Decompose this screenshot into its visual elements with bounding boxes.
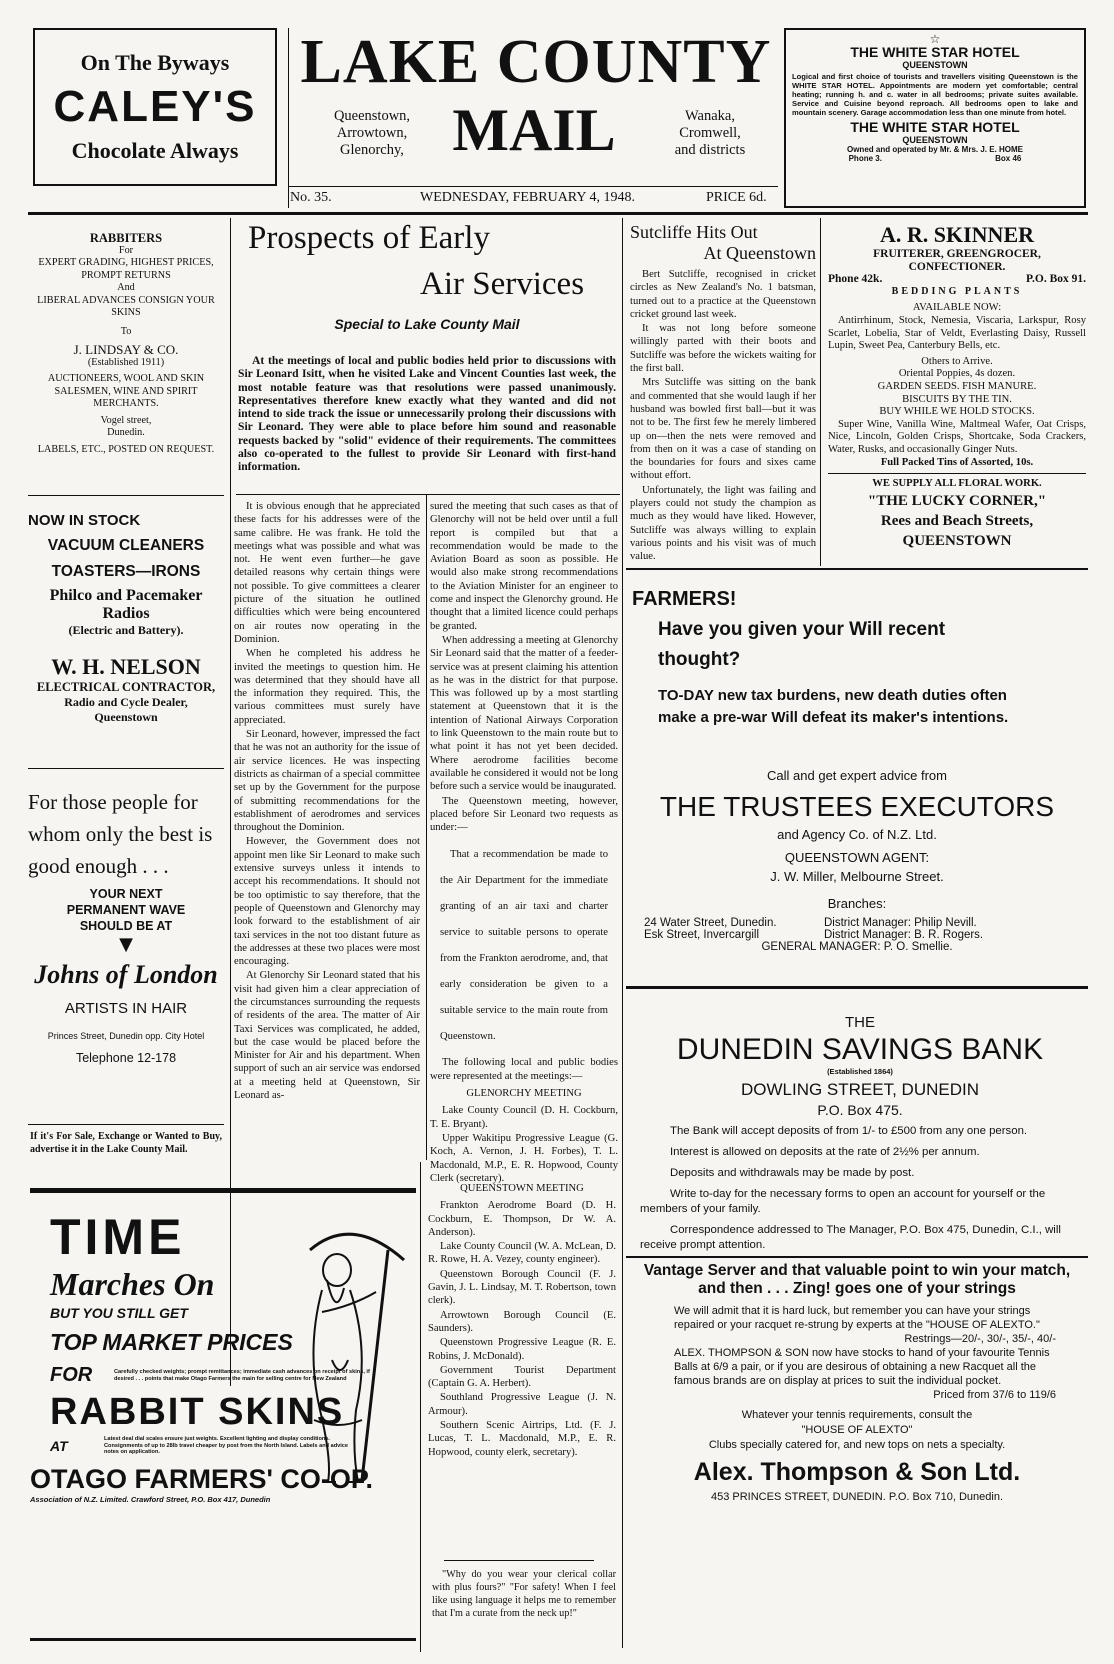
otago-rabbit: RABBIT SKINS: [50, 1391, 345, 1433]
article-lead: At the meetings of local and public bodies held prior to discussions with Sir Leonard Isitt, when he visited Lake and Vincent Counties last week, the most notable feature was that resolutions were passed unanimously. Representatives therefore knew exactly what they wanted and did not intend to side track the issue or unnecessarily prolong their discussions with Sir Leonard. They were able to place before him sound and reasonable requests backed by "solid" evidence of their requirements. The committees also co-operated to the fullest to provide Sir Leonard with first-hand information.: [238, 354, 616, 474]
caleys-line1: On The Byways: [80, 50, 230, 75]
skinner-box: P.O. Box 91.: [1026, 273, 1086, 286]
queenstown-heading: QUEENSTOWN MEETING: [460, 1183, 584, 1194]
bank-name: DUNEDIN SAVINGS BANK: [676, 1033, 1044, 1066]
trustees-warning: TO-DAY new tax burdens, new death duties often make a pre-war Will defeat its maker's intentions.: [658, 687, 1009, 726]
article-column-2: [430, 500, 618, 1186]
bank-paragraph: Write to-day for the necessary forms to open an account for yourself or the members of your family.: [640, 1188, 1046, 1215]
white-star-body: Logical and first choice of tourists and travellers visiting Queenstown is the WHITE STAR HOTEL. Appointments are modern yet comfortable; central heating; running h. and c. water in all bedrooms; private suites available. Service and Cuisine beyond reproach. All bedrooms open to lake and mountain scenery. Garage accommodation less than one minute from hotel.: [792, 72, 1078, 117]
london-name: Johns of London: [34, 960, 218, 989]
rep-entry: Southern Scenic Airtrips, Ltd. (F. J. Lucas, T. L. Macdonald, M.P., E. R. Hopwood, county elerk, secretary).: [428, 1420, 616, 1458]
bank-street: DOWLING STREET, DUNEDIN: [740, 1080, 980, 1099]
article-headline-2: Air Services: [420, 266, 585, 302]
place: Cromwell,: [679, 125, 741, 141]
rabbiters-firm: J. LINDSAY & CO.: [73, 342, 179, 357]
tennis-headline: Vantage Server and that valuable point to win your match, and then . . . Zing! goes one of your strings: [643, 1262, 1071, 1297]
rep-entry: Queenstown Progressive League (R. E. Robins, J. McDonald).: [428, 1337, 616, 1362]
skinner-available: AVAILABLE NOW:: [912, 302, 1002, 314]
nelson-item4: Radios: [102, 605, 150, 622]
sutcliffe-story: [630, 222, 816, 565]
classified-note: If it's For Sale, Exchange or Wanted to Buy, advertise it in the Lake County Mail.: [30, 1131, 222, 1155]
sutcliffe-headline-1: Sutcliffe Hits Out: [630, 222, 758, 242]
white-star-subtitle-2: QUEENSTOWN: [902, 135, 968, 145]
tennis-house: "HOUSE OF ALEXTO": [801, 1424, 913, 1436]
down-arrow-icon: ▼: [119, 934, 133, 955]
rabbiters-ad: [30, 232, 222, 456]
sutcliffe-paragraph: Bert Sutcliffe, recognised in cricket circles as New Zealand's No. 1 batsman, turned out to a practice at the Queenstown cricket ground last week.: [630, 269, 816, 320]
rep-entry: Lake County Council (D. H. Cockburn, T. E. Bryant).: [430, 1105, 618, 1130]
london-sub2: PERMANENT WAVE: [66, 903, 186, 917]
tennis-clubs: Clubs specially catered for, and new tops on nets a specialty.: [708, 1439, 1006, 1451]
otago-name: OTAGO FARMERS' CO-OP.: [30, 1463, 373, 1494]
otago-but: BUT YOU STILL GET: [50, 1305, 188, 1321]
white-star-phone: Phone 3.: [848, 154, 882, 163]
issue-date: WEDNESDAY, FEBRUARY 4, 1948.: [420, 190, 635, 205]
otago-for-text: Carefully checked weights; prompt remittances; immediate cash advances on receipt of skins, if desired . . . points that make Otago Farmers the main for selling centre for New Zealand: [114, 1368, 370, 1382]
otago-time: TIME: [50, 1209, 186, 1265]
bank-the: THE: [845, 1014, 875, 1031]
london-address: Princes Street, Dunedin opp. City Hotel: [47, 1031, 205, 1041]
article-paragraph: sured the meeting that such cases as that of Glenorchy will not be held over until a full report is compiled but that a recommendation would be made to the Aviation Board as soon as possible. He would also make strong recommendations to the Aviation Minister for an engineer to come and inspect the Glenorchy ground. He thought that a limited licence could perhaps be granted.: [430, 501, 618, 632]
article-reps-intro: The following local and public bodies were represented at the meetings:—: [430, 1057, 618, 1082]
branch-address: 24 Water Street, Dunedin.: [644, 917, 777, 929]
article-paragraph: At Glenorchy Sir Leonard stated that his visit had given him a clear appreciation of the circumstances surrounding the requests of residents of the area. The matter of Air Taxi Services was complicated, he added, but the case would be placed before the Minister for Air and his department. When support of such an air service was endorsed at a meeting held at Queenstown, Sir Leonard as-: [234, 970, 420, 1102]
nelson-ad: [28, 512, 224, 725]
nelson-trade1: ELECTRICAL CONTRACTOR,: [36, 680, 216, 694]
place: Arrowtown,: [336, 125, 408, 141]
rep-entry: Arrowtown Borough Council (E. Saunders).: [428, 1309, 616, 1334]
place: Queenstown,: [333, 108, 411, 124]
bank-paragraph: Interest is allowed on deposits at the rate of 2½% per annum.: [670, 1146, 980, 1158]
london-sub3: SHOULD BE AT: [79, 919, 173, 933]
skinner-tins: Full Packed Tins of Assorted, 10s.: [880, 456, 1034, 468]
article-paragraph: Sir Leonard, however, impressed the fact that he was not an authority for the issue of air service licences. He was inspecting districts as chairman of a special committee set up by the Government for the purpose of submitting recommendations for the establishment of aerodromes and services throughout the Dominion.: [234, 729, 421, 834]
caleys-brand: CALEY'S: [53, 82, 257, 131]
otago-for: FOR: [50, 1364, 93, 1386]
rabbiters-line1: EXPERT GRADING, HIGHEST PRICES, PROMPT RETURNS: [38, 257, 214, 281]
sutcliffe-paragraph: Mrs Sutcliffe was sitting on the bank and commented that she would laugh if her husband was bowled first ball—but it was not to be. The first few he merely limbered up on—then the nets were removed and from then on it was a case of standing on the boundaries for fours and sixes came without effort.: [630, 377, 816, 482]
nelson-item3: Philco and Pacemaker: [49, 587, 203, 604]
tennis-address: 453 PRINCES STREET, DUNEDIN. P.O. Box 710, Dunedin.: [710, 1491, 1004, 1503]
masthead-title-top: LAKE COUNTY: [300, 28, 772, 96]
skinner-trade: FRUITERER, GREENGROCER, CONFECTIONER.: [873, 248, 1041, 273]
scythe-icon: [310, 1234, 404, 1480]
white-star-title: THE WHITE STAR HOTEL: [850, 44, 1020, 60]
issue-price: PRICE 6d.: [706, 190, 767, 205]
trustees-call: Call and get expert advice from: [767, 768, 947, 783]
article-paragraph: When he completed his address he invited the meetings to question him. He was determined that they should have all the information they required. This, the various committees must surely have appreciated.: [234, 648, 420, 726]
white-star-title-2: THE WHITE STAR HOTEL: [850, 119, 1020, 135]
skinner-seeds: GARDEN SEEDS. FISH MANURE.: [877, 380, 1037, 392]
rabbiters-established: (Established 1911): [87, 356, 165, 368]
bank-paragraph: The Bank will accept deposits of from 1/- to £500 from any one person.: [670, 1125, 1028, 1137]
skinner-biscuit-list: Super Wine, Vanilla Wine, Maltmeal Wafer, Oat Crisps, Nice, Lincoln, Golden Crisps, Shortcake, Soda Crackers, Water, Rusks, and occasionally Ginger Nuts.: [828, 418, 1086, 455]
branch-manager: District Manager: Philip Nevill.: [824, 917, 977, 929]
skinner-biscuits2: BUY WHILE WE HOLD STOCKS.: [879, 406, 1035, 418]
skinner-plants: BEDDING PLANTS: [891, 285, 1023, 297]
masthead-left-places: [312, 108, 432, 159]
otago-assoc: Association of N.Z. Limited. Crawford Street, P.O. Box 417, Dunedin: [30, 1494, 271, 1504]
trustees-branches: Branches:: [827, 896, 887, 911]
london-trade: ARTISTS IN HAIR: [64, 1000, 188, 1017]
rabbiters-address1: Vogel street,: [100, 414, 152, 426]
place: Wanaka,: [685, 108, 735, 124]
otago-marches: Marches On: [50, 1266, 215, 1302]
tennis-ad: [628, 1262, 1086, 1503]
skinner-town: QUEENSTOWN: [902, 532, 1012, 549]
nelson-trade2: Radio and Cycle Dealer,: [64, 695, 188, 709]
article-paragraph: However, the Government does not appoint men like Sir Leonard to make such extensive surveys unless it intends to accept his recommendations. It should not be too optimistic to say therefore, that the people of Queenstown and Glenorchy may look forward to the establishment of air taxi services in the not too distant future as the addresses at these two places were most encouraging.: [234, 836, 420, 968]
otago-at: AT: [50, 1437, 68, 1454]
nelson-item1: VACUUM CLEANERS: [47, 537, 205, 554]
skinner-phone: Phone 42k.: [828, 273, 883, 286]
article-paragraph: When addressing a meeting at Glenorchy Sir Leonard said that the matter of a feeder-service was at present claiming his attention as he was in the district for that purpose. This was followed up by a most startling statement at Queenstown that it is the intention of National Airways Corporation to link Queenstown to the main route but to what point it has not yet been decided. Where aerodrome facilities become available he considered it would not be long before such a service would be inaugurated.: [430, 634, 618, 793]
rep-entry: Lake County Council (W. A. McLean, D. R. Rowe, H. A. Vezey, county engineer).: [428, 1241, 616, 1266]
white-star-subtitle: QUEENSTOWN: [902, 60, 968, 70]
tennis-paragraph: ALEX. THOMPSON & SON now have stocks to hand of your favourite Tennis Balls at 6/9 a pair, or if you are desirous of obtaining a new Racquet all the famous brands are on display at prices to suit the individual pocket.: [674, 1347, 1050, 1387]
place: and districts: [674, 142, 746, 158]
skinner-name: A. R. SKINNER: [879, 222, 1035, 247]
tennis-paragraph: We will admit that it is hard luck, but remember you can have your strings repaired or your racquet re-strung by experts at the "HOUSE OF ALEXTO.": [674, 1305, 1040, 1331]
rep-entry: Queenstown Borough Council (F. J. Gavin, J. L. Lindsay, M. T. Robertson, town clerk).: [428, 1268, 616, 1307]
london-sub1: YOUR NEXT: [89, 887, 163, 901]
place: Glenorchy,: [340, 142, 404, 158]
rep-entry: Frankton Aerodrome Board (D. H. Cockburn, E. Thompson, Dr W. A. Anderson).: [428, 1200, 616, 1238]
white-star-ad: [784, 28, 1086, 208]
sutcliffe-headline-2: At Queenstown: [703, 243, 816, 263]
tennis-prices: Restrings—20/-, 30/-, 35/-, 40/-: [904, 1333, 1056, 1345]
sutcliffe-paragraph: Unfortunately, the light was failing and players could not study the champion as much as they would have liked. However, Sutcliffe was always willing to explain various points and his visit was of much value.: [630, 484, 816, 563]
caleys-ad: [33, 28, 277, 186]
skinner-poppies: Oriental Poppies, 4s dozen.: [898, 368, 1016, 380]
london-phone: Telephone 12-178: [75, 1051, 177, 1065]
trustees-agent: J. W. Miller, Melbourne Street.: [770, 869, 944, 884]
bank-established: (Established 1864): [827, 1067, 893, 1076]
nelson-name: W. H. NELSON: [51, 654, 201, 679]
branch-address: Esk Street, Invercargill: [644, 929, 760, 941]
savings-bank-ad: [640, 1014, 1080, 1253]
sutcliffe-paragraph: It was not long before someone willingly parted with their boots and Sutcliffe was before the wickets waiting for the first ball.: [630, 323, 816, 375]
nelson-item2: TOASTERS—IRONS: [51, 563, 201, 580]
rabbiters-heading: RABBITERS: [89, 231, 163, 245]
trustees-ad: [632, 588, 1012, 729]
rabbiters-to: To: [120, 325, 132, 337]
article-column-1: [234, 500, 420, 1103]
skinner-others: Others to Arrive.: [921, 355, 993, 367]
caleys-line3: Chocolate Always: [71, 138, 239, 163]
rep-entry: Government Tourist Department (Captain G. A. Herbert).: [428, 1364, 616, 1390]
rabbiters-trades: AUCTIONEERS, WOOL AND SKIN SALESMEN, WINE AND SPIRIT MERCHANTS.: [47, 373, 205, 409]
rep-entry: Upper Wakitipu Progressive League (G. Koch, A. Vernon, J. H. Forbes), T. L. Macdonald, M.P., E. R. Hopwood, County Clerk (secretary).: [430, 1132, 618, 1184]
article-paragraph: It is obvious enough that he appreciated these facts for his addresses were of the same calibre. He was frank. He told the meetings what was possible and what was not. He went even further—he gave detailed reasons why certain things were not possible. To give committees a clearer picture of the situation he outlined difficulties which were being encountered on air routes now operating in the Dominion.: [234, 501, 420, 645]
skinner-floral: WE SUPPLY ALL FLORAL WORK.: [872, 478, 1042, 490]
white-star-owners: Owned and operated by Mr. & Mrs. J. E. HOME: [846, 145, 1024, 154]
joke: "Why do you wear your clerical collar with plus fours?" "For safety! When I feel like using language it helps me to remember that I'm a curate from the neck up!": [432, 1569, 616, 1619]
tennis-firm-name: Alex. Thompson & Son Ltd.: [693, 1458, 1021, 1486]
article-requests: That a recommendation be made to the Air Department for the immediate granting of an air taxi and charter service to suitable persons to operate from the Frankton aerodrome, and, that early consideration be given to a suitable service to the main route from Queenstown.: [440, 849, 608, 1043]
masthead-title-bottom: MAIL: [452, 97, 616, 163]
rabbiters-for: For: [118, 244, 134, 256]
otago-at-text: Latest deal dial scales ensure just weights. Excellent lighting and display conditions. Consignments of up to 28lb travel cheaper by post from the North Island. Labels and advice notes on application.: [104, 1436, 348, 1456]
skinner-corner: "THE LUCKY CORNER,": [867, 492, 1047, 509]
article-byline: Special to Lake County Mail: [334, 316, 520, 332]
trustees-farmers: FARMERS!: [632, 588, 737, 610]
father-time-illustration: [292, 1220, 412, 1490]
otago-top: TOP MARKET PRICES: [50, 1329, 293, 1355]
issue-number: No. 35.: [290, 190, 332, 205]
white-star-box: Box 46: [995, 154, 1022, 163]
article-headline-1: Prospects of Early: [248, 220, 490, 256]
branch-manager: District Manager: B. R. Rogers.: [824, 929, 984, 941]
glenorchy-heading: GLENORCHY MEETING: [466, 1088, 582, 1100]
rabbiters-address2: Dunedin.: [107, 427, 145, 438]
bank-paragraph: Correspondence addressed to The Manager, P.O. Box 475, Dunedin, C.I., will receive prompt attention.: [640, 1224, 1061, 1251]
bank-box: P.O. Box 475.: [817, 1102, 903, 1118]
nelson-item5: (Electric and Battery).: [68, 623, 184, 637]
nelson-town: Queenstown: [94, 710, 158, 724]
rep-entry: Southland Progressive League (J. N. Armour).: [428, 1392, 616, 1417]
otago-farmers-ad: [30, 1200, 416, 1640]
rabbiters-and: And: [117, 282, 135, 293]
nelson-heading: NOW IN STOCK: [28, 512, 141, 529]
trustees-name: THE TRUSTEES EXECUTORS: [659, 791, 1055, 822]
tennis-consult: Whatever your tennis requirements, consult the: [741, 1409, 973, 1421]
skinner-streets: Rees and Beach Streets,: [880, 512, 1034, 529]
skinner-ad: [828, 222, 1086, 551]
rabbiters-line2: LIBERAL ADVANCES CONSIGN YOUR SKINS: [37, 294, 215, 318]
star-icon: ☆: [929, 32, 941, 46]
article-paragraph: The Queenstown meeting, however, placed before Sir Leonard two requests as under:—: [430, 795, 618, 834]
skinner-biscuits1: BISCUITS BY THE TIN.: [902, 393, 1012, 405]
trustees-agent-label: QUEENSTOWN AGENT:: [784, 850, 930, 865]
tennis-priced: Priced from 37/6 to 119/6: [933, 1389, 1056, 1401]
london-headline: For those people for whom only the best is good enough . . .: [28, 790, 213, 878]
masthead-rule: [28, 212, 1088, 215]
trustees-details: [630, 768, 1084, 953]
trustees-agency: and Agency Co. of N.Z. Ltd.: [777, 827, 937, 842]
masthead-right-places: [645, 108, 775, 159]
skinner-list: Antirrhinum, Stock, Nemesia, Viscaria, Larkspur, Rosy Scarlet, Lobelia, Star of Veldt, Everlasting Daisy, Russell Lupin, Sweet Pea, Canterbury Bells, etc.: [828, 314, 1086, 352]
article-column-2-continued: [428, 1182, 616, 1460]
bank-paragraph: Deposits and withdrawals may be made by post.: [670, 1167, 915, 1179]
trustees-gm: GENERAL MANAGER: P. O. Smellie.: [761, 941, 953, 953]
johns-of-london-ad: [28, 786, 224, 1065]
rabbiters-labels: LABELS, ETC., POSTED ON REQUEST.: [37, 443, 215, 455]
trustees-question: Have you given your Will recent thought?: [658, 619, 946, 670]
